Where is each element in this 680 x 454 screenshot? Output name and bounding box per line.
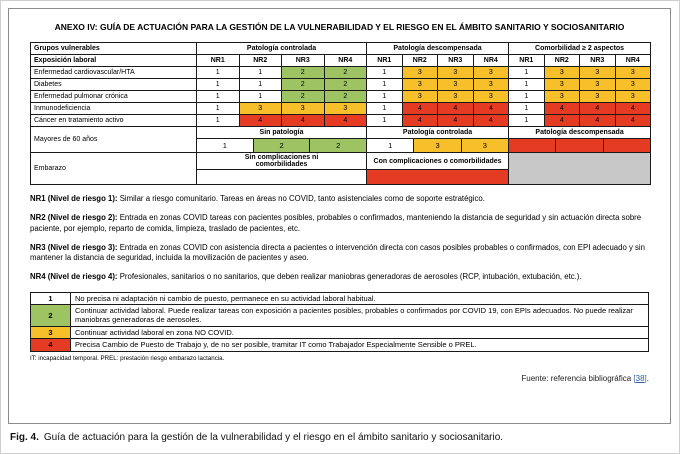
risk-value-cell: 4 (473, 115, 509, 127)
disease-row-pulmonar (31, 91, 651, 103)
legend-row-1 (31, 292, 649, 304)
risk-value-cell: 4 (615, 115, 651, 127)
risk-value-cell: 3 (544, 67, 580, 79)
nr2-note-text: Entrada en zonas COVID tareas con pacientes posibles, probables o confirmados, manteniendo la distancia de seguridad y sin actuación directa sobre paciente, por ejemplo, reparto de comida, limpieza, traslado de pacientes, etc. (30, 213, 642, 233)
risk-value-cell: 1 (367, 103, 403, 115)
nr-definitions (30, 194, 649, 283)
legend-text: No precisa ni adaptación ni cambio de puesto, permanece en su actividad laboral habitual. (71, 292, 649, 304)
nr-header: NR1 (509, 55, 545, 67)
legend-level-cell: 2 (31, 305, 71, 327)
source-line (30, 374, 649, 383)
figure-caption (10, 432, 503, 443)
risk-value-cell: 1 (509, 103, 545, 115)
legend-row-4 (31, 339, 649, 351)
risk-value-cell: 1 (197, 91, 240, 103)
risk-value-cell: 3 (580, 91, 616, 103)
caption-text: Guía de actuación para la gestión de la vulnerabilidad y el riesgo en el ámbito sanitario y sociosanitario. (43, 432, 504, 443)
nr2-note (30, 213, 649, 234)
risk-value-cell: 2 (282, 91, 325, 103)
risk-value-cell: 2 (253, 139, 310, 152)
risk-value-cell: 3 (580, 67, 616, 79)
source-text: Fuente: referencia bibliográfica (521, 373, 634, 383)
embarazo-subheader-row (31, 153, 651, 170)
risk-value-cell: 3 (615, 67, 651, 79)
risk-value-cell: 3 (438, 91, 474, 103)
risk-value-cell: 3 (615, 79, 651, 91)
nr1-note (30, 194, 649, 204)
mayores-label: Mayores de 60 años (31, 127, 197, 153)
disease-row-cancer (31, 115, 651, 127)
legend-level-cell: 3 (31, 326, 71, 338)
risk-matrix-table (30, 42, 651, 185)
mayores-subheader-controlada: Patología controlada (367, 127, 509, 139)
legend-table (30, 292, 649, 352)
risk-value-cell: 1 (367, 115, 403, 127)
legend-text: Continuar actividad laboral en zona NO COVID. (71, 326, 649, 338)
risk-value-cell: 3 (473, 91, 509, 103)
embarazo-con-complicaciones-cell (367, 170, 509, 185)
nr3-note-text: Entrada en zonas COVID con asistencia directa a pacientes o intervención directa con casos posibles probables o confirmados, con EPI adecuado y sin mantener la distancia de seguridad, incluida la movilización de pacientes y aseo. (30, 242, 645, 263)
risk-value-cell: 1 (197, 139, 253, 152)
legend-level-cell: 4 (31, 339, 71, 351)
risk-value-cell: 4 (438, 103, 474, 115)
risk-value-cell: 1 (509, 67, 545, 79)
risk-value-cell: 3 (473, 67, 509, 79)
risk-value-cell: 3 (402, 67, 438, 79)
risk-value-cell: 4 (239, 115, 282, 127)
risk-value-cell: 4 (402, 115, 438, 127)
risk-value-cell: 3 (402, 91, 438, 103)
risk-value-cell: 1 (239, 79, 282, 91)
disease-label: Cáncer en tratamiento activo (31, 115, 197, 127)
risk-value-cell: 1 (239, 91, 282, 103)
risk-value-cell: 3 (438, 67, 474, 79)
mayores-values-sin-patologia (197, 139, 367, 153)
risk-value-cell: 2 (282, 67, 325, 79)
risk-value-cell: 3 (282, 103, 325, 115)
nr-header: NR4 (324, 55, 367, 67)
risk-value-cell: 3 (239, 103, 282, 115)
risk-value-cell: 1 (509, 79, 545, 91)
embarazo-comorbilidad-na-cell (509, 153, 651, 185)
nr4-note (30, 272, 649, 282)
risk-value-cell: 3 (473, 79, 509, 91)
risk-value-cell: 1 (509, 91, 545, 103)
group-header-row (31, 43, 651, 55)
risk-value-cell: 4 (580, 103, 616, 115)
risk-value-cell: 4 (544, 115, 580, 127)
nr-header: NR3 (282, 55, 325, 67)
figure-panel (8, 8, 671, 424)
disease-row-inmunodeficiencia (31, 103, 651, 115)
risk-value-cell: 2 (324, 91, 367, 103)
group-header-descompensada: Patología descompensada (367, 43, 509, 55)
figure-title: ANEXO IV: GUÍA DE ACTUACIÓN PARA LA GESTIÓN DE LA VULNERABILIDAD Y EL RIESGO EN EL ÁMBITO SANITARIO Y SOCIOSANITARIO (54, 22, 625, 32)
risk-value-cell: 1 (367, 67, 403, 79)
risk-value-cell-red (509, 139, 555, 152)
nr4-note-prefix: NR4 (Nivel de riesgo 4): (30, 272, 118, 282)
risk-value-cell: 4 (473, 103, 509, 115)
risk-value-cell: 2 (282, 79, 325, 91)
nr3-note-prefix: NR3 (Nivel de riesgo 3): (30, 242, 118, 252)
risk-value-cell: 1 (509, 115, 545, 127)
risk-value-cell: 1 (197, 103, 240, 115)
embarazo-subheader-con-complicaciones: Con complicaciones o comorbilidades (367, 153, 509, 170)
caption-label: Fig. 4. (10, 432, 39, 443)
risk-value-cell: 3 (580, 79, 616, 91)
disease-label: Enfermedad pulmonar crónica (31, 91, 197, 103)
nr-header: NR2 (544, 55, 580, 67)
risk-value-cell: 2 (324, 67, 367, 79)
risk-value-cell: 3 (324, 103, 367, 115)
subheader-text: Sin complicaciones ni comorbilidades (244, 154, 319, 168)
legend-text: Continuar actividad laboral. Puede realizar tareas con exposición a pacientes posibles, probables o confirmados por COVID 19, con EPIs adecuados. No puede realizar maniobras generadoras de aerosoles. (71, 305, 649, 327)
group-header-controlada: Patología controlada (197, 43, 367, 55)
risk-value-cell: 3 (413, 139, 460, 152)
nr-header: NR3 (438, 55, 474, 67)
risk-value-cell: 2 (309, 139, 366, 152)
corner-groups-label: Grupos vulnerables (31, 43, 197, 55)
nr-header: NR4 (473, 55, 509, 67)
nr1-note-text: Similar a riesgo comunitario. Tareas en áreas no COVID, tanto asistenciales como de soporte estratégico. (117, 194, 485, 203)
risk-value-cell: 1 (197, 115, 240, 127)
risk-value-cell: 1 (239, 67, 282, 79)
nr2-note-prefix: NR2 (Nivel de riesgo 2): (30, 213, 118, 223)
mayores-subheader-descompensada: Patología descompensada (509, 127, 651, 139)
embarazo-sin-complicaciones-cell (197, 170, 367, 185)
group-header-comorbilidad: Comorbilidad ≥ 2 aspectos (509, 43, 651, 55)
legend-row-2 (31, 305, 649, 327)
embarazo-subheader-sin-complicaciones (197, 153, 367, 170)
source-suffix: . (646, 373, 649, 383)
risk-value-cell: 1 (367, 91, 403, 103)
legend-row-3 (31, 326, 649, 338)
risk-value-cell-red (555, 139, 602, 152)
disease-row-cardio (31, 67, 651, 79)
nr-header: NR4 (615, 55, 651, 67)
risk-value-cell: 3 (615, 91, 651, 103)
legend-level-cell: 1 (31, 292, 71, 304)
risk-value-cell: 1 (197, 67, 240, 79)
risk-value-cell: 1 (367, 79, 403, 91)
bibliography-link[interactable]: [38] (633, 373, 647, 383)
nr-header-row (31, 55, 651, 67)
risk-value-cell: 4 (544, 103, 580, 115)
nr-header: NR2 (402, 55, 438, 67)
risk-value-cell: 1 (367, 139, 413, 152)
risk-value-cell: 4 (324, 115, 367, 127)
nr1-note-prefix: NR1 (Nivel de riesgo 1): (30, 194, 118, 203)
risk-value-cell: 3 (544, 91, 580, 103)
corner-exposicion-label: Exposición laboral (31, 55, 197, 67)
risk-value-cell: 1 (197, 79, 240, 91)
nr-header: NR2 (239, 55, 282, 67)
nr-header: NR1 (367, 55, 403, 67)
risk-value-cell-red (603, 139, 650, 152)
risk-value-cell: 4 (402, 103, 438, 115)
legend-text: Precisa Cambio de Puesto de Trabajo y, de no ser posible, tramitar IT como Trabajador Especialmente Sensible o PREL. (71, 339, 649, 351)
risk-value-cell: 2 (324, 79, 367, 91)
disease-label: Enfermedad cardiovascular/HTA (31, 67, 197, 79)
mayores-subheader-sin-patologia: Sin patología (197, 127, 367, 139)
risk-value-cell: 4 (615, 103, 651, 115)
risk-value-cell: 4 (438, 115, 474, 127)
risk-value-cell: 3 (438, 79, 474, 91)
mayores-values-controlada (367, 139, 509, 153)
risk-value-cell: 4 (282, 115, 325, 127)
nr-header: NR1 (197, 55, 240, 67)
nr4-note-text: Profesionales, sanitarios o no sanitarios, que deben realizar maniobras generadoras de aerosoles (RCP, intubación, extubación, etc.). (117, 272, 582, 282)
embarazo-label: Embarazo (31, 153, 197, 185)
mayores-values-descompensada (509, 139, 651, 153)
risk-value-cell: 3 (402, 79, 438, 91)
abbreviations-footnote: IT: incapacidad temporal. PREL: prestación riesgo embarazo lactancia. (30, 354, 225, 362)
disease-row-diabetes (31, 79, 651, 91)
nr3-note (30, 243, 649, 264)
mayores-subheader-row (31, 127, 651, 139)
disease-label: Inmunodeficiencia (31, 103, 197, 115)
disease-label: Diabetes (31, 79, 197, 91)
risk-value-cell: 3 (544, 79, 580, 91)
risk-value-cell: 4 (580, 115, 616, 127)
nr-header: NR3 (580, 55, 616, 67)
risk-value-cell: 3 (461, 139, 508, 152)
